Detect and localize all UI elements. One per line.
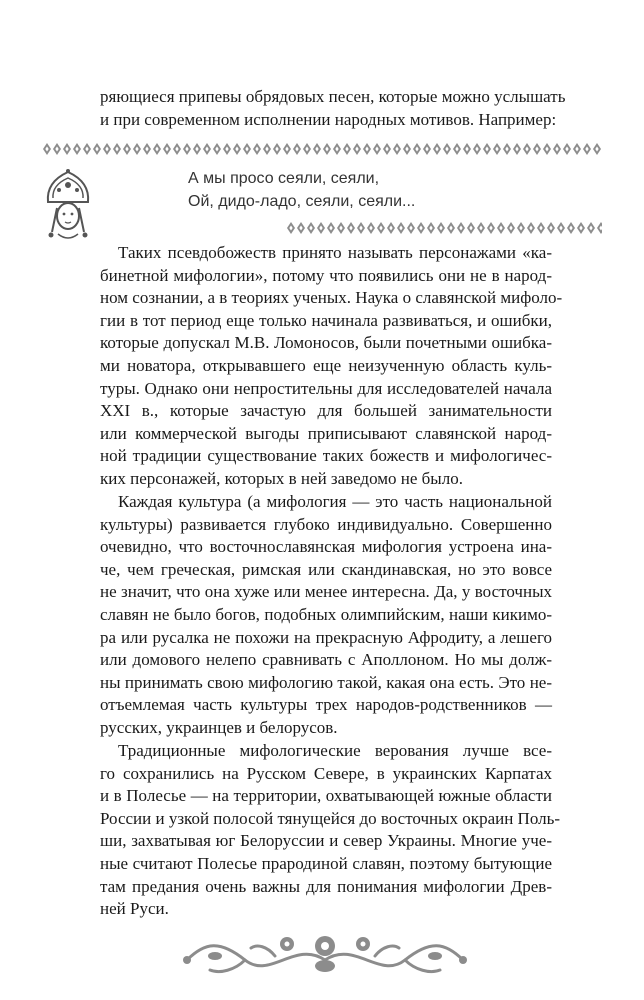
intro-line: и при современном исполнении народных мотивов. Например: [100, 109, 557, 129]
verse-line: А мы просо сеяли, сеяли, [188, 170, 380, 187]
paragraph-line: России и узкой полосой тянущейся до восточных окраин Поль- [100, 808, 561, 828]
paragraph-line: культуры) развивается глубоко индивидуально. Совершенно [100, 514, 552, 534]
paragraph-line: очевидно, что восточнославянская мифология устроена ина- [100, 537, 552, 557]
paragraph-line: ные считают Полесье прародиной славян, поэтому бытующие [100, 853, 552, 873]
floral-ornament-icon [175, 930, 475, 984]
intro-text [100, 86, 566, 131]
verse-quote [188, 167, 415, 213]
paragraph-1 [100, 242, 563, 491]
paragraph-line: бинетной мифологии», потому что появились они не в народ- [100, 265, 552, 285]
paragraph-line: го сохранились на Русском Севере, в украинских Карпатах [100, 763, 552, 783]
paragraph-line: которые допускал М.В. Ломоносов, были почетными ошибка- [100, 333, 552, 353]
diamond-border-top [42, 142, 602, 156]
paragraph-3 [100, 740, 561, 921]
paragraph-line: Каждая культура (а мифология — это часть национальной [118, 492, 552, 511]
paragraph-line: ней Руси. [100, 899, 169, 919]
paragraph-line: славян не было богов, подобных олимпийским, наши кикимо- [100, 604, 552, 624]
diamond-border-right [286, 221, 602, 235]
paragraph-line: и в Полесье — на территории, охватывающей южные области [100, 786, 552, 806]
intro-line: ряющиеся припевы обрядовых песен, которые можно услышать [100, 87, 566, 106]
paragraph-line: ной традиции существование таких божеств и мифологичес- [100, 446, 552, 466]
paragraph-line: или коммерческой выгоды приписывают славянской народ- [100, 423, 552, 443]
paragraph-line: не значит, что она хуже или менее интересна. Да, у восточных [100, 582, 552, 602]
paragraph-line: там предания очень важны для понимания мифологии Древ- [100, 876, 552, 896]
paragraph-2 [100, 491, 552, 740]
paragraph-line: ра или русалка не похожи на прекрасную Афродиту, а лешего [100, 627, 552, 647]
paragraph-line: русских, украинцев и белорусов. [100, 717, 338, 737]
verse-line: Ой, дидо-ладо, сеяли, сеяли... [188, 193, 416, 210]
paragraph-line: ши, захватывая юг Белоруссии и север Украины. Многие уче- [100, 831, 552, 851]
paragraph-line: ми новатора, открывавшего еще неизученную область куль- [100, 355, 552, 375]
paragraph-line: или домового нелепо сравнивать с Аполлоном. Но мы долж- [100, 650, 552, 670]
paragraph-line: гии в тот период еще только начинала развиваться, и ошибки, [100, 310, 552, 330]
paragraph-line: ких персонажей, которых в ней заведомо не было. [100, 468, 463, 488]
paragraph-line: XXI в., которые зачастую для большей занимательности [100, 401, 552, 421]
paragraph-line: ны принимать свою мифологию такой, какая она есть. Это не- [100, 672, 552, 692]
paragraph-line: туры. Однако они непростительны для исследователей начала [100, 378, 552, 398]
paragraph-line: Традиционные мифологические верования лучше все- [118, 741, 552, 760]
kokoshnik-girl-icon [38, 168, 98, 244]
paragraph-line: Таких псевдобожеств принято называть персонажами «ка- [118, 243, 552, 262]
paragraph-line: отъемлемая часть культуры трех народов-родственников — [100, 695, 552, 715]
paragraph-line: ном сознании, а в теориях ученых. Наука о славянской мифоло- [100, 288, 563, 308]
paragraph-line: че, чем греческая, римская или скандинавская, но это вовсе [100, 559, 552, 579]
